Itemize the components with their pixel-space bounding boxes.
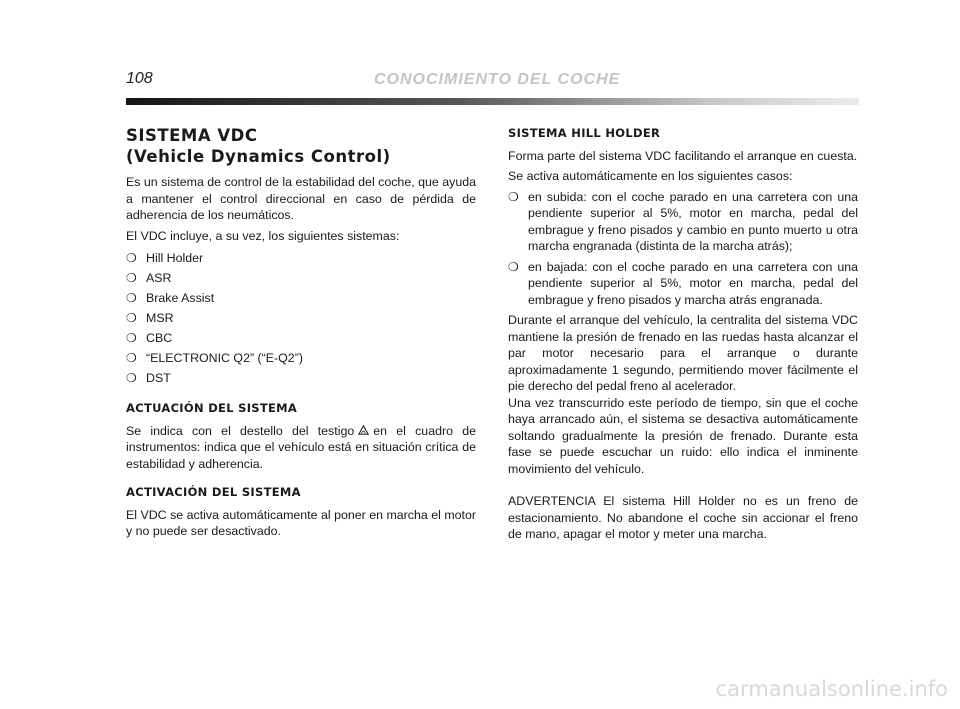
actuacion-text-end: en el cuadro de instrumentos: indica que el vehículo está en situación crítica de estabilidad y adherencia. [126, 423, 476, 471]
list-item-label: Hill Holder [146, 251, 204, 265]
list-item [126, 268, 476, 288]
list-item-label: CBC [146, 331, 173, 345]
circle-bullet-icon: ❍ [126, 371, 137, 385]
list-item [126, 288, 476, 308]
actuacion-paragraph [126, 423, 476, 473]
intro-paragraph: Es un sistema de control de la estabilidad del coche, que ayuda a mantener el control direccional en caso de pérdida de adherencia de los neumáticos. [126, 175, 476, 222]
section-title-vdc [126, 125, 476, 167]
circle-bullet-icon: ❍ [508, 189, 519, 204]
actuacion-text-start: Se indica con el destello del testigo [126, 423, 355, 438]
circle-bullet-icon: ❍ [126, 291, 137, 305]
activacion-paragraph: El VDC se activa automáticamente al poner en marcha el motor y no puede ser desactivado. [126, 507, 476, 538]
circle-bullet-icon: ❍ [126, 311, 137, 325]
circle-bullet-icon: ❍ [126, 251, 137, 265]
list-item [508, 189, 858, 255]
spacer [508, 481, 858, 493]
hill-holder-paragraph-3: Durante el arranque del vehículo, la centralita del sistema VDC mantiene la presión de frenado en las ruedas hasta alcanzar el par motor necesario para el arranque o durante aproximadamente 1 segundo, permitiendo mover fácilmente el pie derecho del pedal freno al acelerador. [508, 313, 858, 393]
list-item [126, 328, 476, 348]
list-item-label: ASR [146, 271, 172, 285]
vdc-warning-light-icon [358, 425, 369, 436]
right-column [508, 125, 858, 547]
section-title-line1: SISTEMA VDC [126, 126, 258, 145]
list-item [126, 348, 476, 368]
section-title-line2: (Vehicle Dynamics Control) [126, 147, 391, 166]
watermark: carmanualsonline.info [715, 677, 948, 701]
list-item-label: Brake Assist [146, 291, 215, 305]
left-column [126, 125, 476, 544]
list-item [126, 248, 476, 268]
header-title: CONOCIMIENTO DEL COCHE [374, 71, 621, 88]
heading-hill-holder: SISTEMA HILL HOLDER [508, 126, 661, 140]
circle-bullet-icon: ❍ [508, 259, 519, 274]
systems-list [126, 248, 476, 388]
heading-actuacion: ACTUACIÓN DEL SISTEMA [126, 401, 298, 415]
list-item [508, 259, 858, 309]
circle-bullet-icon: ❍ [126, 271, 137, 285]
page-header [126, 70, 866, 110]
page-number: 108 [126, 70, 153, 87]
list-item [126, 368, 476, 388]
circle-bullet-icon: ❍ [126, 351, 137, 365]
includes-paragraph: El VDC incluye, a su vez, los siguientes sistemas: [126, 228, 400, 243]
header-rule [126, 98, 859, 105]
list-item-label: DST [146, 371, 171, 385]
activation-cases-list [508, 189, 858, 309]
circle-bullet-icon: ❍ [126, 331, 137, 345]
warning-paragraph: ADVERTENCIA El sistema Hill Holder no es un freno de estacionamiento. No abandone el coche sin accionar el freno de mano, apagar el motor y meter una marcha. [508, 494, 858, 541]
list-item-label: “ELECTRONIC Q2” (“E-Q2”) [146, 351, 303, 365]
hill-holder-paragraph-1: Forma parte del sistema VDC facilitando el arranque en cuesta. [508, 148, 858, 163]
list-item-text: en bajada: con el coche parado en una carretera con una pendiente superior al 5%, motor en marcha, pedal del embrague y freno pisados y marcha atrás engranada. [528, 259, 858, 307]
heading-activacion: ACTIVACIÓN DEL SISTEMA [126, 485, 301, 499]
list-item-label: MSR [146, 311, 174, 325]
hill-holder-paragraph-2: Se activa automáticamente en los siguientes casos: [508, 169, 793, 183]
list-item-text: en subida: con el coche parado en una carretera con una pendiente superior al 5%, motor en marcha, pedal del embrague y freno pisados y cambio en punto muerto u otra marcha engranada (distinta de la marcha atrás); [528, 189, 858, 253]
hill-holder-paragraph-4: Una vez transcurrido este período de tiempo, sin que el coche haya arrancado aún, el sistema se desactiva automáticamente soltando gradualmente la presión de frenado. Durante esta fase se puede escuchar un ruido: ello indica el inminente movimiento del vehículo. [508, 395, 858, 476]
list-item [126, 308, 476, 328]
